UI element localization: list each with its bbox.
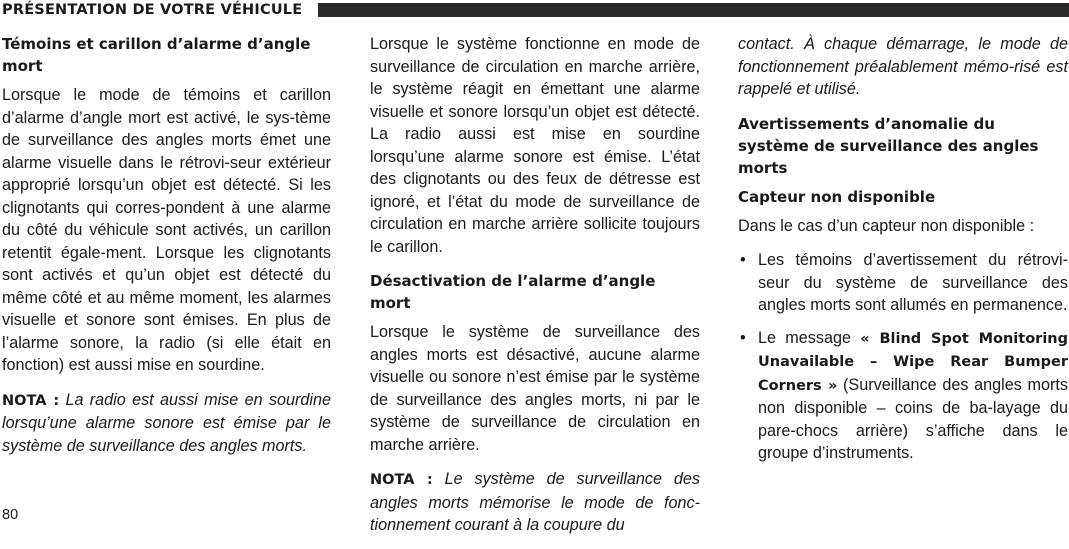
note-continuation: contact. À chaque démarrage, le mode de fonctionnement préalablement mémo-risé est rappelé et utilisé. — [738, 35, 1068, 98]
note-text: Le système de surveillance des angles morts mémorise le mode de fonc-tionnement courant à la coupure du — [370, 470, 701, 534]
list-item — [738, 327, 1068, 465]
paragraph-alarm-off: Lorsque le système de surveillance des angles morts est désactivé, aucune alarme visuelle ou sonore n’est émise par le système de surveillance des angles morts, ni par le système de surveillance de circulation en marche arrière. — [370, 323, 700, 454]
page-header — [0, 0, 1069, 22]
bullet-icon: • — [740, 251, 746, 269]
heading-alarm-off: Désactivation de l’alarme d’angle mort — [370, 272, 656, 312]
heading-fault-warnings: Avertissements d’anomalie du système de surveillance des angles morts — [738, 114, 1039, 177]
paragraph-chime-mode: Lorsque le mode de témoins et carillon d’alarme d’angle mort est activé, le sys-tème de surveillance des angles morts émet une alarme visuelle dans le rétrovi-seur extérieur approprié lorsqu’un objet est détecté. Si les clignotants qui corres-pondent à une alarme du côté du véhicule sont activés, un carillon retentit égale-ment. Lorsque les clignotants sont activés et qu’un objet est détecté du même côté et au même moment, les alarmes visuelle et sonore sont émises. En plus de l’alarme sonore, la radio (si elle était en fonction) est aussi mise en sourdine. — [2, 86, 331, 374]
column-middle — [370, 33, 700, 549]
paragraph-sensor-unavailable: Dans le cas d’un capteur non disponible : — [738, 216, 1035, 235]
list-item-text: Les témoins d’avertissement du rétrovi-seur du système de surveillance des angles morts sont allumés en permanence. — [758, 251, 1068, 314]
note-text: La radio est aussi mise en sourdine lorsqu’une alarme sonore est émise par le système de surveillance des angles morts. — [2, 390, 331, 455]
note-radio-mute — [2, 389, 331, 458]
note-label: NOTA : — [370, 472, 433, 488]
bullet-list — [738, 249, 1068, 465]
message-text: « Blind Spot Monitoring Unavailable – Wipe Rear Bumper Corners » — [758, 330, 1068, 394]
bullet-icon: • — [740, 328, 746, 347]
column-right — [738, 33, 1068, 475]
heading-blind-spot-chime: Témoins et carillon d’alarme d’angle mort — [2, 35, 311, 75]
header-rule-bar — [318, 3, 1069, 17]
column-left — [2, 33, 331, 469]
page-number: 80 — [2, 507, 19, 523]
heading-sensor-unavailable: Capteur non disponible — [738, 187, 936, 206]
paragraph-rear-cross-path: Lorsque le système fonctionne en mode de surveillance de circulation en marche arrière, le système réagit en émettant une alarme visuelle et sonore lorsqu’un objet est détecté. La radio aussi est mise en sourdine lorsqu’une alarme sonore est émise. L’état des clignotants ou des feux de détresse est ignoré, et l’état du mode de surveillance de circulation en marche arrière sollicite toujours le carillon. — [370, 35, 700, 256]
note-memory-mode — [370, 468, 700, 537]
list-item-prefix: Le message — [758, 328, 861, 347]
list-item — [738, 249, 1068, 317]
list-item-suffix: (Surveillance des angles morts non disponible – coins de ba-layage du pare-chocs arrière) s’affiche dans le groupe d’instruments. — [758, 375, 1069, 462]
section-title: PRÉSENTATION DE VOTRE VÉHICULE — [2, 2, 303, 18]
note-label: NOTA : — [2, 392, 60, 409]
